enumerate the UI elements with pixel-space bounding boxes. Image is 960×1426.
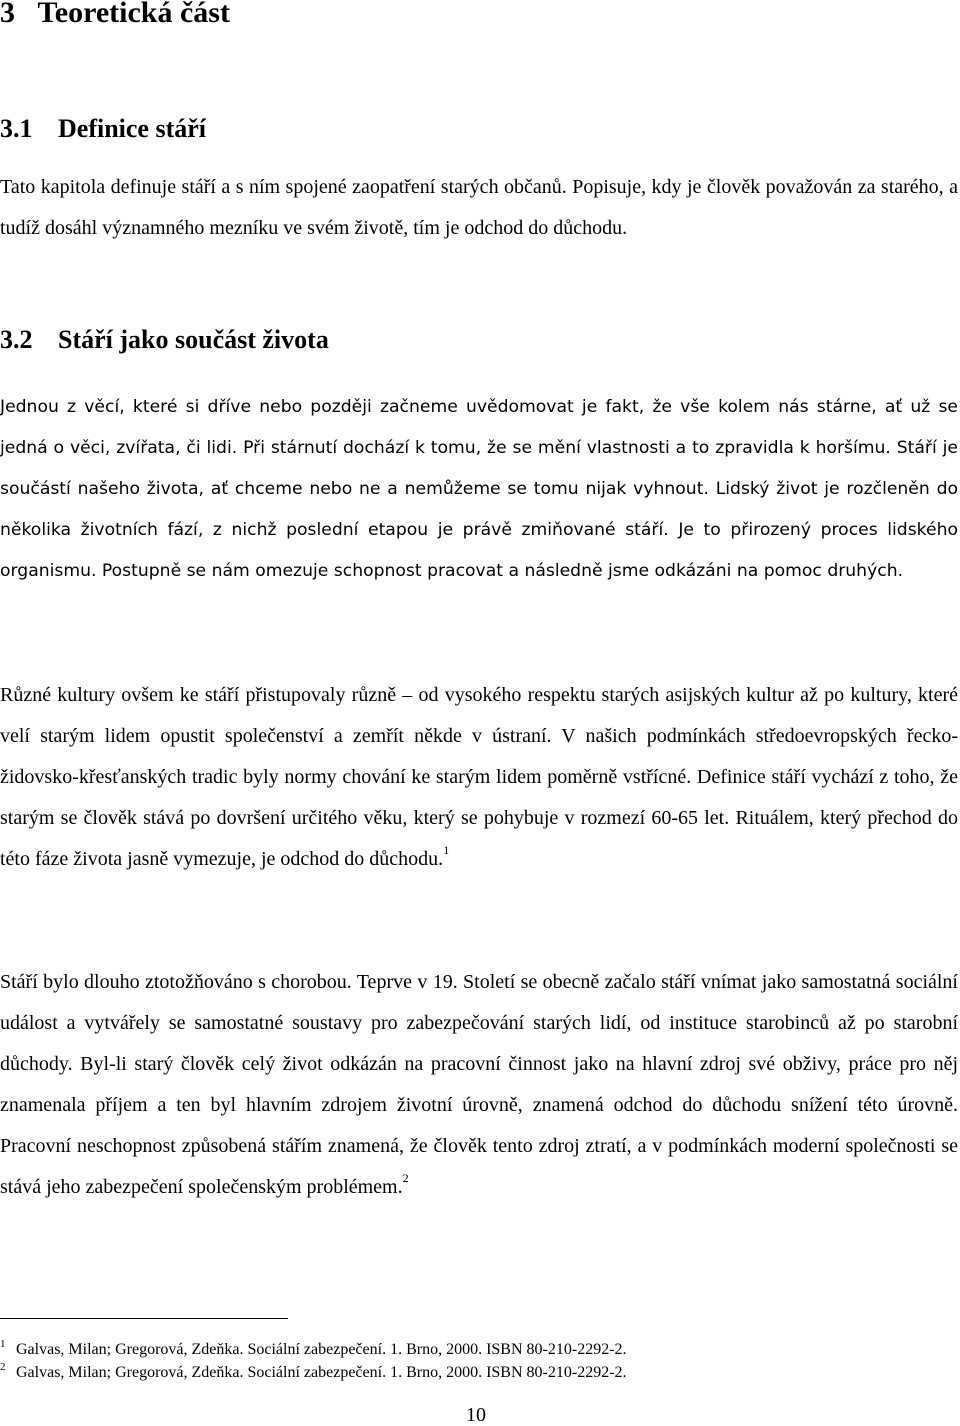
section-number: 3.2	[0, 325, 33, 354]
chapter-heading	[0, 0, 230, 30]
footnote-2: 2 Galvas, Milan; Gregorová, Zdeňka. Sociální zabezpečení. 1. Brno, 2000. ISBN 80-210-2292-2.	[0, 1361, 627, 1381]
footnote-ref-2[interactable]: 2	[402, 1171, 409, 1186]
footnote-separator	[0, 1318, 288, 1319]
section-3-2-paragraph-3	[0, 962, 958, 1208]
section-number: 3.1	[0, 114, 33, 143]
section-heading-3-2	[0, 325, 329, 355]
chapter-number: 3	[0, 0, 15, 29]
section-title: Stáří jako součást života	[58, 325, 329, 354]
chapter-title: Teoretická část	[37, 0, 230, 29]
footnote-text: Galvas, Milan; Gregorová, Zdeňka. Sociální zabezpečení. 1. Brno, 2000. ISBN 80-210-2292-2.	[16, 1364, 627, 1381]
section-title: Definice stáří	[58, 114, 207, 143]
section-3-1-paragraph: Tato kapitola definuje stáří a s ním spojené zaopatření starých občanů. Popisuje, kdy je člověk považován za starého, a tudíž dosáhl významného mezníku ve svém životě, tím je odchod do důchodu.	[0, 176, 958, 239]
section-3-2-paragraph-1: Jednou z věcí, které si dříve nebo později začneme uvědomovat je fakt, že vše kolem nás stárne, ať už se jedná o věci, zvířata, či lidi. Při stárnutí dochází k tomu, že se mění vlastnosti a to zpravidla k horšímu. Stáří je součástí našeho života, ať chceme nebo ne a nemůžeme se tomu nijak vyhnout. Lidský život je rozčleněn do několika životních fází, z nichž poslední etapou je právě zmiňované stáří. Je to přirozený proces lidského organismu. Postupně se nám omezuje schopnost pracovat a následně jsme odkázáni na pomoc druhých.	[0, 397, 958, 581]
section-3-2-paragraph-2	[0, 675, 958, 880]
footnote-text: Galvas, Milan; Gregorová, Zdeňka. Sociální zabezpečení. 1. Brno, 2000. ISBN 80-210-2292-2.	[16, 1341, 627, 1358]
footnote-ref-1[interactable]: 1	[443, 843, 450, 858]
paragraph-text: Různé kultury ovšem ke stáří přistupovaly různě – od vysokého respektu starých asijských kultur až po kultury, které velí starým lidem opustit společenství a zemřít někde v ústraní. V našich podmínkách středoevropských řecko-židovsko-křesťanských tradic byly normy chování ke starým lidem poměrně vstřícné. Definice stáří vychází z toho, že starým se člověk stává po dovršení určitého věku, který se pohybuje v rozmezí 60-65 let. Rituálem, který přechod do této fáze života jasně vymezuje, je odchod do důchodu.	[0, 684, 958, 870]
page-number: 10	[466, 1404, 486, 1426]
section-heading-3-1	[0, 114, 206, 144]
footnote-1: 1 Galvas, Milan; Gregorová, Zdeňka. Sociální zabezpečení. 1. Brno, 2000. ISBN 80-210-2292-2.	[0, 1338, 627, 1358]
paragraph-text: Stáří bylo dlouho ztotožňováno s chorobou. Teprve v 19. Století se obecně začalo stáří vnímat jako samostatná sociální událost a vytvářely se samostatné soustavy pro zabezpečování starých lidí, od instituce starobinců až po starobní důchody. Byl-li starý člověk celý život odkázán na pracovní činnost jako na hlavní zdroj své obživy, práce pro něj znamenala příjem a ten byl hlavním zdrojem životní úrovně, znamená odchod do důchodu snížení této úrovně. Pracovní neschopnost způsobená stářím znamená, že člověk tento zdroj ztratí, a v podmínkách moderní společnosti se stává jeho zabezpečení společenským problémem.	[0, 971, 958, 1198]
